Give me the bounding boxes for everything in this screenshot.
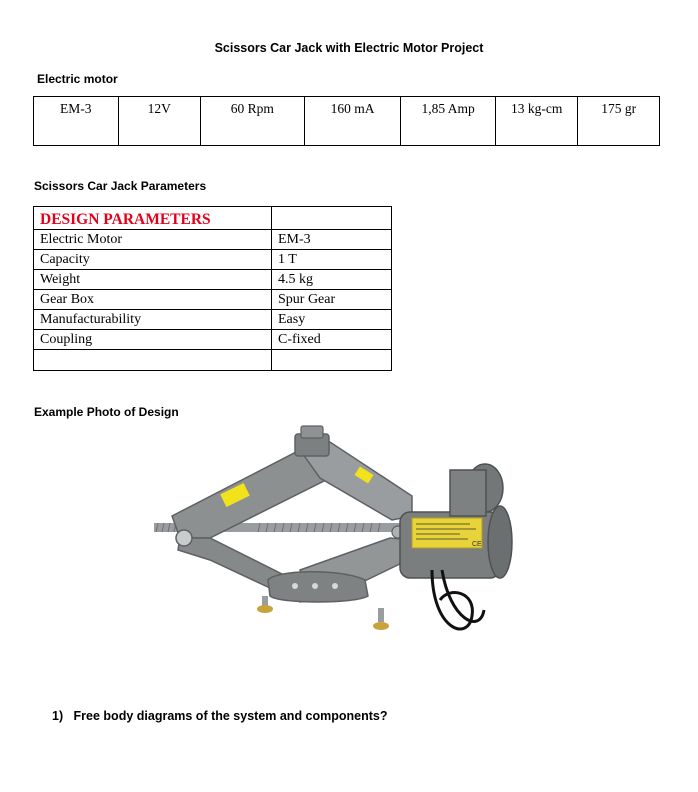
param-value: 4.5 kg [272, 270, 392, 290]
electric-motor [400, 464, 512, 578]
motor-spec-voltage: 12V [118, 97, 201, 146]
param-value: Easy [272, 310, 392, 330]
question-text: Free body diagrams of the system and components? [73, 709, 388, 723]
table-row [34, 270, 392, 290]
motor-spec-torque: 13 kg-cm [495, 97, 578, 146]
table-row [34, 310, 392, 330]
base-hole [332, 583, 338, 589]
param-label: Coupling [34, 330, 272, 350]
base-hole [292, 583, 298, 589]
scissor-jack-photo [150, 420, 530, 665]
param-label: Capacity [34, 250, 272, 270]
pivot-bolt [176, 530, 192, 546]
foot-pad [373, 622, 389, 630]
jack-base [268, 572, 368, 602]
motor-spec-current-ma: 160 mA [304, 97, 401, 146]
saddle-cap [301, 426, 323, 438]
ce-mark: CE [472, 541, 482, 548]
param-value: C-fixed [272, 330, 392, 350]
param-label: Gear Box [34, 290, 272, 310]
motor-spec-current-amp: 1,85 Amp [401, 97, 496, 146]
motor-spec-model: EM-3 [34, 97, 119, 146]
param-label: Weight [34, 270, 272, 290]
table-row [34, 330, 392, 350]
design-parameters-header: DESIGN PARAMETERS [34, 207, 272, 230]
motor-spec-table [33, 96, 660, 146]
foot-post [262, 596, 268, 606]
motor-spec-row [34, 97, 660, 146]
foot-post [378, 608, 384, 622]
question-item [52, 709, 388, 723]
empty-cell [34, 350, 272, 371]
question-number: 1) [52, 709, 64, 723]
param-label: Electric Motor [34, 230, 272, 250]
table-row-empty [34, 350, 392, 371]
param-label: Manufacturability [34, 310, 272, 330]
jack-parameters-heading: Scissors Car Jack Parameters [34, 179, 207, 193]
empty-cell [272, 350, 392, 371]
motor-spec-speed: 60 Rpm [201, 97, 305, 146]
motor-spec-mass: 175 gr [578, 97, 660, 146]
photo-heading: Example Photo of Design [34, 405, 179, 419]
electric-motor-heading: Electric motor [37, 72, 118, 86]
document-title: Scissors Car Jack with Electric Motor Project [214, 41, 484, 55]
param-value: Spur Gear [272, 290, 392, 310]
param-value: 1 T [272, 250, 392, 270]
table-row [34, 250, 392, 270]
base-hole [312, 583, 318, 589]
header-empty-cell [272, 207, 392, 230]
param-value: EM-3 [272, 230, 392, 250]
table-row [34, 290, 392, 310]
design-parameters-table [33, 206, 392, 371]
foot-pad [257, 605, 273, 613]
table-row [34, 230, 392, 250]
table-header-row [34, 207, 392, 230]
